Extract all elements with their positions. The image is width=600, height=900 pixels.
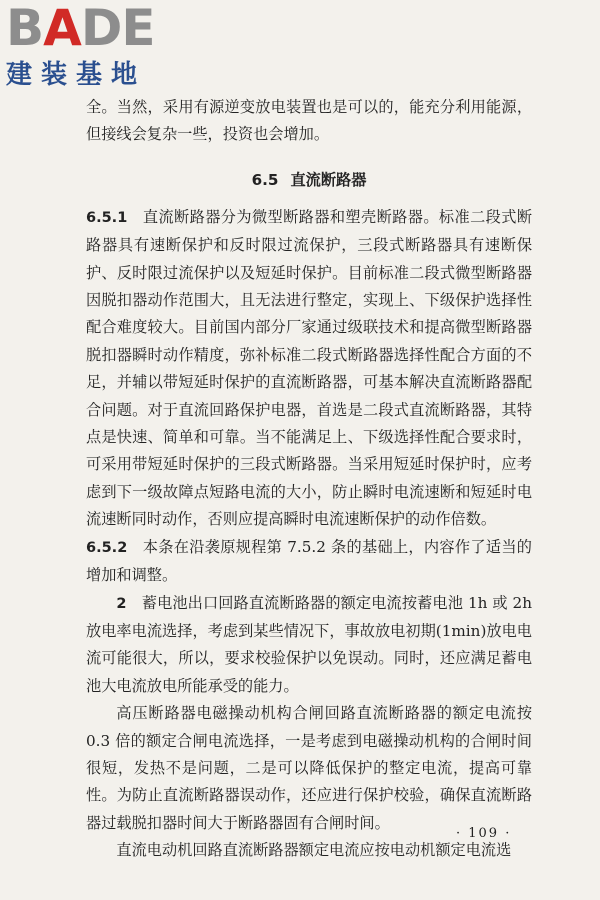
motor-circuit-paragraph: 直流电动机回路直流断路器额定电流应按电动机额定电流选 xyxy=(116,841,512,860)
item-2-paragraph xyxy=(86,590,532,701)
section-heading xyxy=(86,169,532,190)
clause-text: 本条在沿袭原规程第 7.5.2 条的基础上，内容作了适当的增加和调整。 xyxy=(86,537,532,585)
clause-6-5-2 xyxy=(86,534,532,590)
clause-number: 6.5.2 xyxy=(86,539,128,556)
continued-paragraph: 全。当然，采用有源逆变放电装置也是可以的，能充分利用能源，但接线会复杂一些，投资也会增加。 xyxy=(86,98,532,144)
item-number: 2 xyxy=(116,595,127,612)
item-text: 蓄电池出口回路直流断路器的额定电流按蓄电池 1h 或 2h 放电率电流选择，考虑到某些情况下，事故放电初期(1min)放电电流可能很大，所以，要求校验保护以免误动。同时，还应满足蓄电池大电流放电所能承受的能力。 xyxy=(86,593,532,695)
hv-breaker-paragraph: 高压断路器电磁操动机构合闸回路直流断路器的额定电流按 0.3 倍的额定合闸电流选择，一是考虑到电磁操动机构的合闸时间很短，发热不是问题，二是可以降低保护的整定电流，提高可靠性。为防止直流断路器误动作，还应进行保护校验，确保直流断路器过载脱扣器时间大于断路器固有合闸时间。 xyxy=(86,704,532,832)
logo-wordmark: BADE xyxy=(6,0,155,57)
clause-text: 直流断路器分为微型断路器和塑壳断路器。标准二段式断路器具有速断保护和反时限过流保护，三段式断路器具有速断保护、反时限过流保护以及短延时保护。目前标准二段式微型断路器因脱扣器动作范围大，且无法进行整定，实现上、下级保护选择性配合难度较大。目前国内部分厂家通过级联技术和提高微型断路器脱扣器瞬时动作精度，弥补标准二段式断路器选择性配合方面的不足，并辅以带短延时保护的直流断路器，可基本解决直流断路器配合问题。对于直流回路保护电器，首选是二段式直流断路器，其特点是快速、简单和可靠。当不能满足上、下级选择性配合要求时，可采用带短延时保护的三段式断路器。当采用短延时保护时，应考虑到下一级故障点短路电流的大小，防止瞬时电流速断和短延时电流速断同时动作，否则应提高瞬时电流速断保护的动作倍数。 xyxy=(86,207,532,529)
logo-subtitle: 建装基地 xyxy=(6,60,147,90)
section-number: 6.5 xyxy=(251,170,279,189)
clause-number: 6.5.1 xyxy=(86,209,128,226)
document-body xyxy=(86,94,532,865)
section-title: 直流断路器 xyxy=(290,170,367,189)
clause-6-5-1 xyxy=(86,204,532,534)
bade-logo xyxy=(4,2,184,92)
page-number: · 109 · xyxy=(456,826,512,841)
